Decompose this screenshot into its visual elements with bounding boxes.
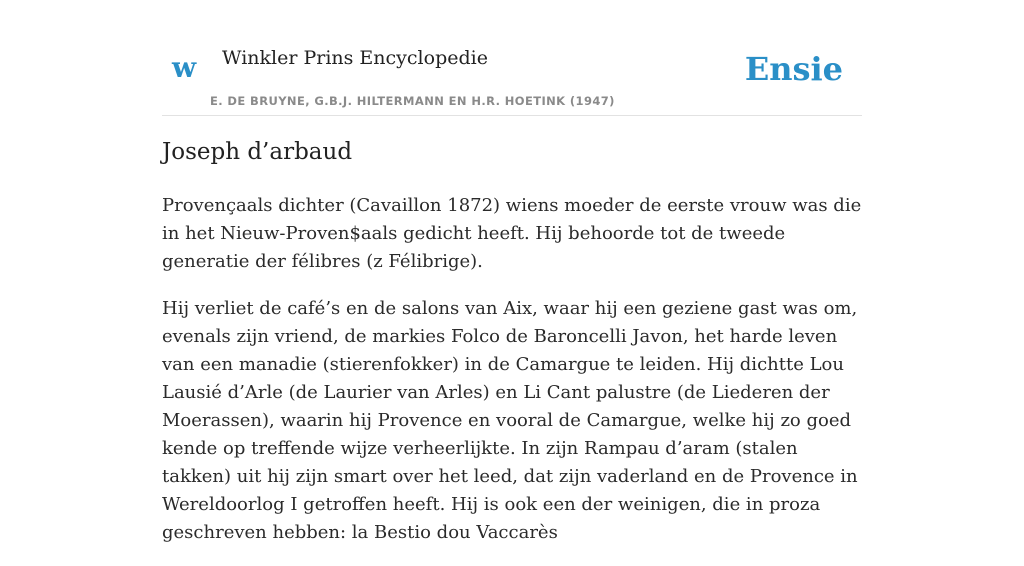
logo-w-icon[interactable]: w (172, 51, 197, 84)
article-paragraph-2: Hij verliet de café’s en de salons van Aix, waar hij een geziene gast was om, evenals zijn vriend, de markies Folco de Baroncelli Javon, het harde leven van een manadie (stierenfokker) in de Camargue te leiden. Hij dichtte Lou Lausié d’Arle (de Laurier van Arles) en Li Cant palustre (de Liederen der Moerassen), waarin hij Provence en vooral de Camargue, welke hij zo goed kende op treffende wijze verheerlijkte. In zijn Rampau d’aram (stalen takken) uit hij zijn smart over het leed, dat zijn vaderland en de Provence in Wereldoorlog I getroffen heeft. Hij is ook een der weinigen, die in proza geschreven hebben: la Bestio dou Vaccarès (162, 298, 858, 543)
article-paragraph-1: Provençaals dichter (Cavaillon 1872) wiens moeder de eerste vrouw was die in het Nieuw-Proven$aals gedicht heeft. Hij behoorde tot de tweede generatie der félibres (z Félibrige). (162, 195, 862, 272)
site-header (162, 36, 862, 116)
authors-credit: E. DE BRUYNE, G.B.J. HILTERMANN EN H.R. HOETINK (1947) (210, 94, 615, 108)
site-title-link[interactable]: Winkler Prins Encyclopedie (222, 47, 488, 69)
ensie-brand-logo[interactable]: Ensie (744, 50, 843, 88)
article-body (162, 192, 862, 566)
article-title: Joseph d’arbaud (162, 139, 353, 165)
